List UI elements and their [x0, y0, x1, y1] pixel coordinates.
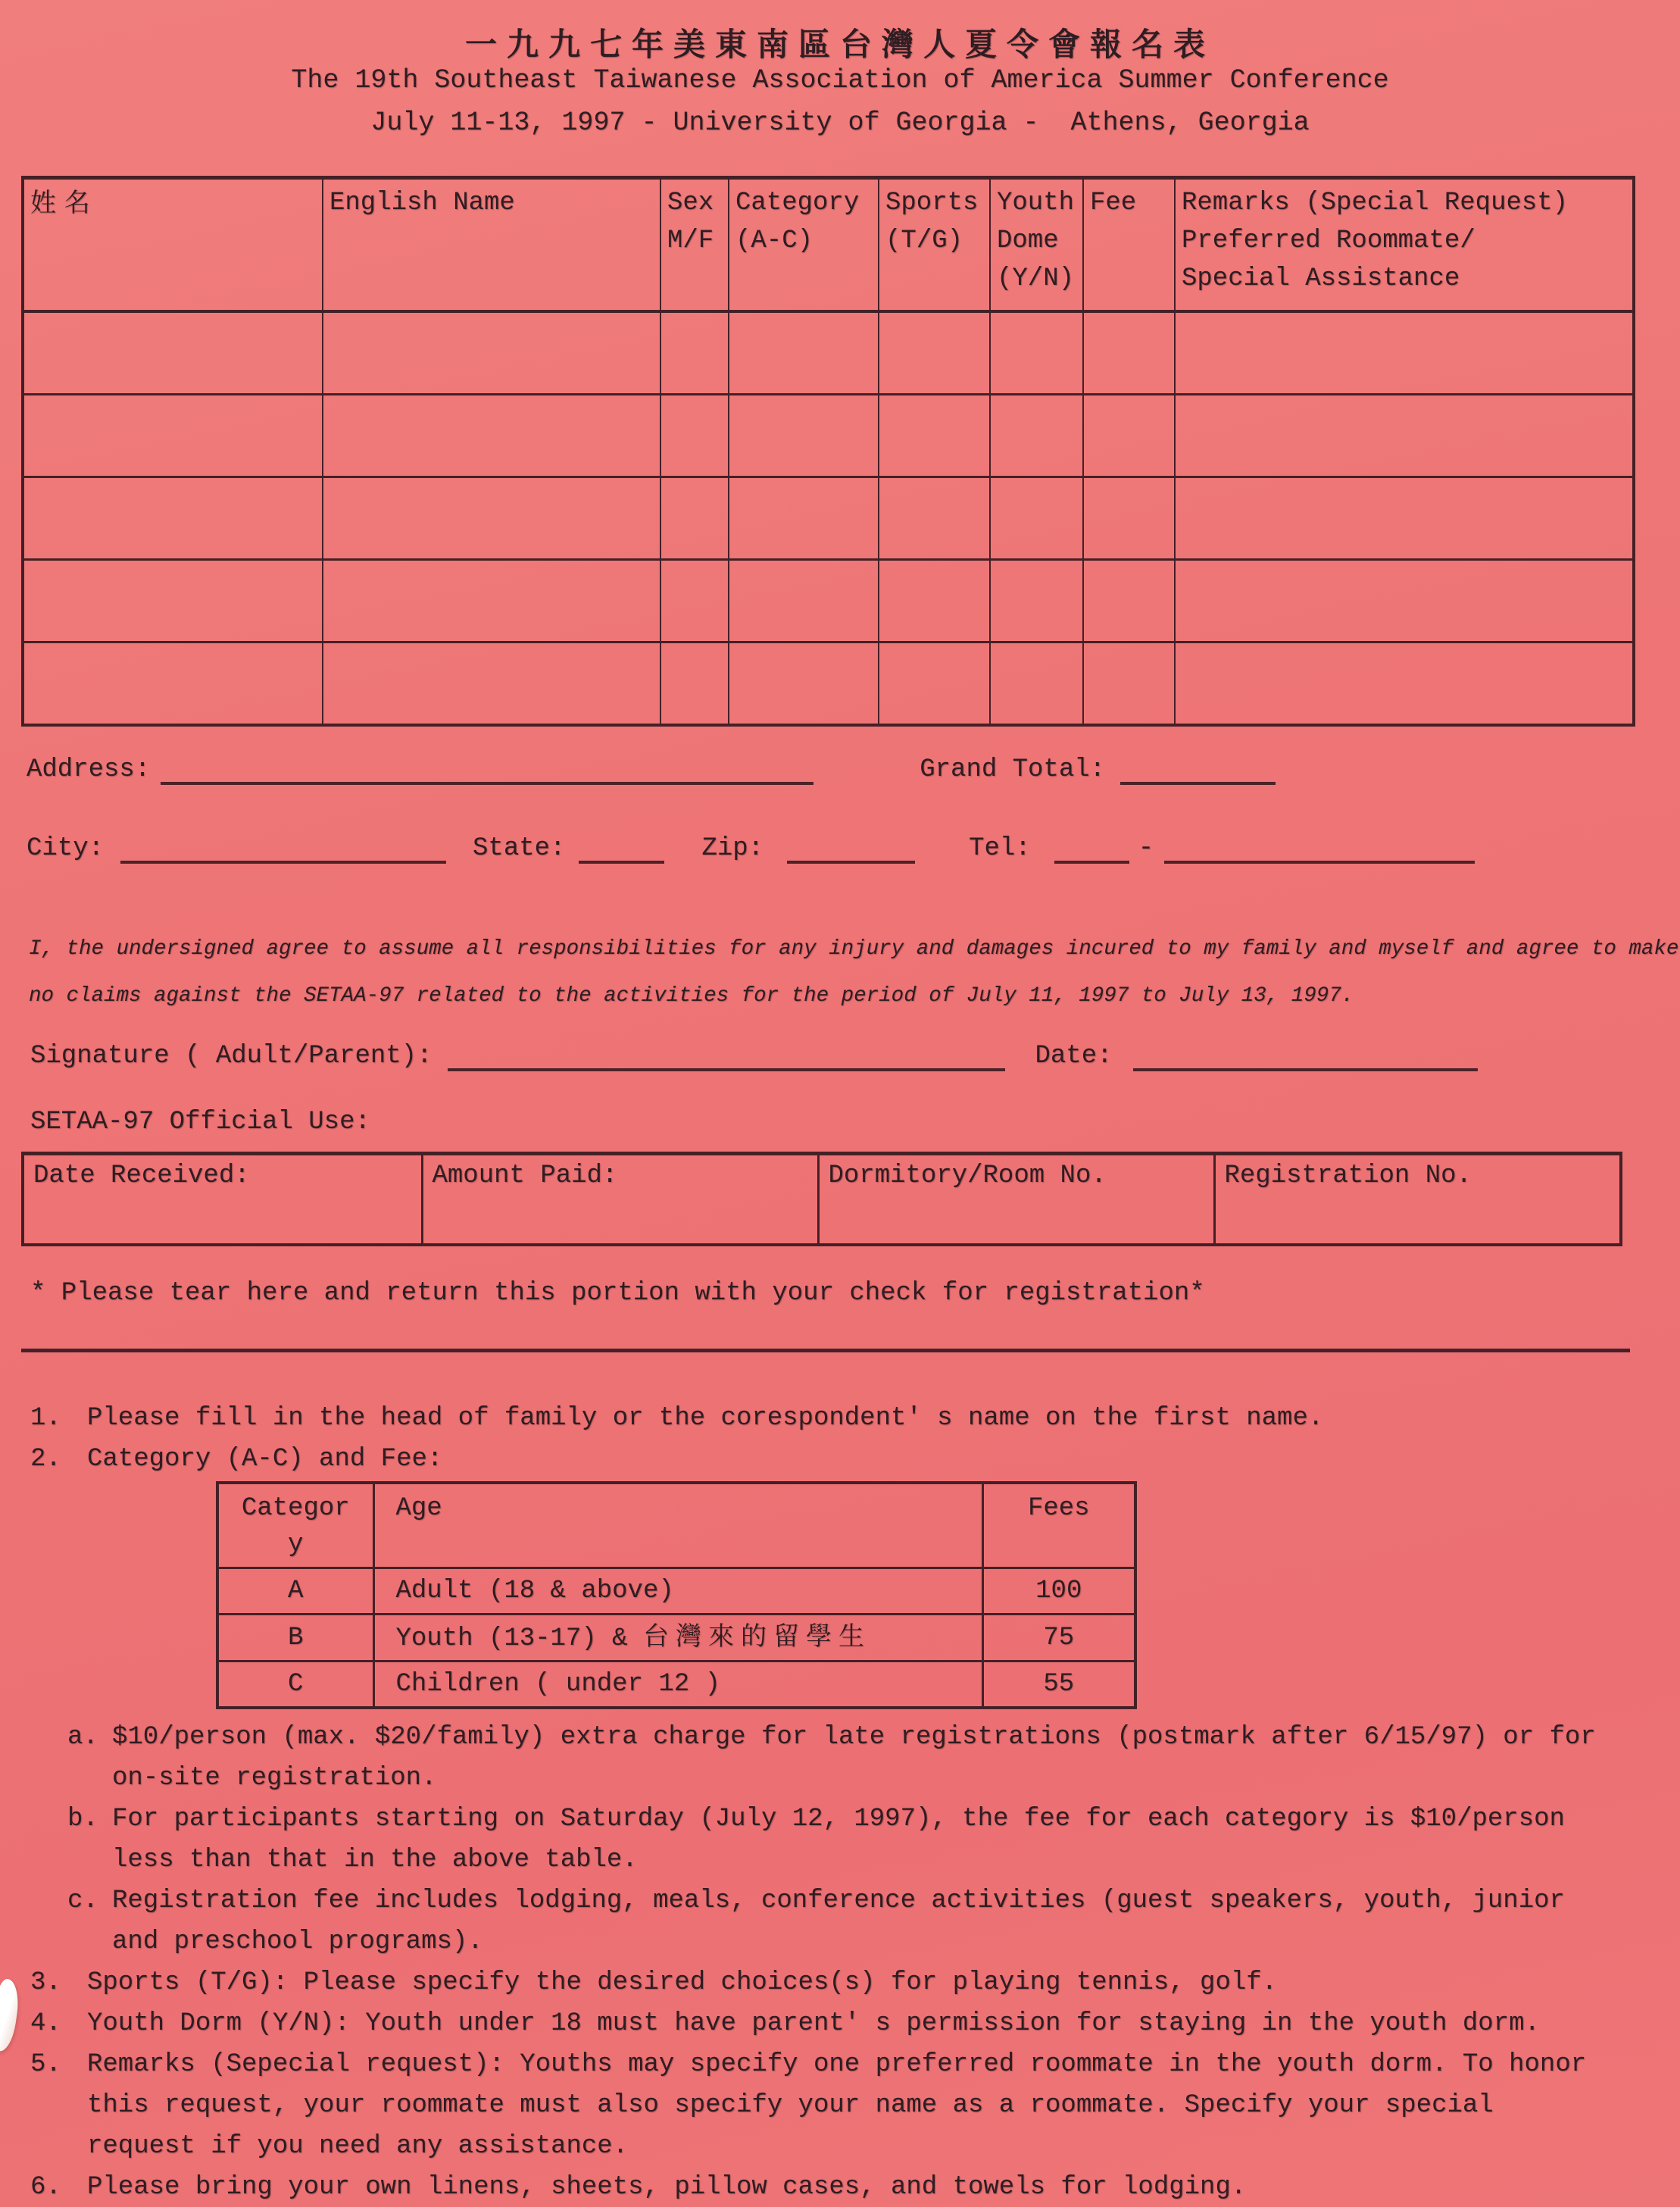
address-blank-field	[161, 776, 813, 785]
column-header-youth-dorm: Youth Dome (Y/N)	[990, 178, 1083, 312]
tel-number-blank-field	[1164, 855, 1475, 864]
signature-label: Signature ( Adult/Parent):	[30, 1042, 432, 1071]
tear-here-note: * Please tear here and return this portion with your check for registration*	[30, 1279, 1205, 1308]
page-subtitle-date-location: July 11-13, 1997 - University of Georgia - Athens, Georgia	[370, 108, 1310, 138]
empty-fill-in-cell	[990, 642, 1083, 726]
empty-fill-in-cell	[990, 395, 1083, 477]
signature-blank-field	[448, 1062, 1005, 1071]
registration-table-header-row	[23, 178, 1634, 312]
instructions-list	[30, 1398, 1659, 2207]
tel-area-code-blank-field	[1054, 855, 1129, 864]
date-label: Date:	[1035, 1042, 1113, 1071]
note-item-4: 4. Youth Dorm (Y/N): Youth under 18 must have parent' s permission for staying in the youth dorm.	[30, 2009, 1540, 2038]
dormitory-room-cell: Dormitory/Room No.	[818, 1154, 1214, 1246]
empty-fill-in-cell	[729, 560, 879, 642]
empty-fill-in-cell	[1083, 395, 1175, 477]
empty-fill-in-cell	[990, 477, 1083, 560]
empty-fill-in-cell	[660, 560, 729, 642]
empty-fill-in-cell	[1083, 477, 1175, 560]
page-title-chinese: 一九九七年美東南區台灣人夏令會報名表	[464, 26, 1215, 63]
city-label: City:	[27, 834, 105, 863]
fee-table-header-row	[217, 1483, 1135, 1568]
empty-fill-in-cell	[23, 477, 323, 560]
fee-header-category: Category	[217, 1483, 373, 1568]
empty-fill-in-cell	[1083, 642, 1175, 726]
youth-row-chinese-text: 台灣來的留學生	[642, 1621, 871, 1652]
liability-disclaimer	[29, 926, 1678, 1020]
empty-fill-in-cell	[879, 395, 990, 477]
city-blank-field	[120, 855, 446, 864]
city-state-zip-tel-line	[27, 833, 1475, 864]
empty-fill-in-cell	[323, 560, 660, 642]
empty-fill-in-cell	[23, 395, 323, 477]
tear-line-rule	[21, 1349, 1630, 1352]
note-item-2a-cont: on-site registration.	[112, 1764, 437, 1793]
empty-fill-in-cell	[879, 311, 990, 395]
grand-total-blank-field	[1120, 776, 1276, 785]
fee-row-youth: B Youth (13-17) & 台灣來的留學生 75	[217, 1615, 1135, 1662]
fee-header-fees: Fees	[982, 1483, 1135, 1568]
empty-fill-in-cell	[323, 642, 660, 726]
column-header-remarks: Remarks (Special Request) Preferred Roommate/ Special Assistance	[1175, 178, 1634, 312]
registration-empty-row	[23, 311, 1634, 395]
note-item-5: 5. Remarks (Sepecial request): Youths may specify one preferred roommate in the youth dorm. To honor	[30, 2050, 1587, 2079]
column-header-name-chinese: 姓 名	[23, 178, 323, 312]
note-item-2b-cont: less than that in the above table.	[112, 1846, 638, 1874]
empty-fill-in-cell	[879, 642, 990, 726]
empty-fill-in-cell	[660, 477, 729, 560]
address-label: Address:	[27, 755, 151, 784]
empty-fill-in-cell	[729, 477, 879, 560]
empty-fill-in-cell	[323, 311, 660, 395]
empty-fill-in-cell	[660, 395, 729, 477]
state-label: State:	[473, 834, 566, 863]
column-header-english-name: English Name	[323, 178, 660, 312]
signature-line	[30, 1041, 1478, 1071]
empty-fill-in-cell	[660, 642, 729, 726]
empty-fill-in-cell	[660, 311, 729, 395]
scan-artifact	[0, 1977, 22, 2052]
address-line	[27, 755, 1276, 785]
zip-blank-field	[787, 855, 915, 864]
note-item-6: 6. Please bring your own linens, sheets, pillow cases, and towels for lodging.	[30, 2173, 1247, 2202]
column-header-sports: Sports (T/G)	[879, 178, 990, 312]
empty-fill-in-cell	[323, 477, 660, 560]
date-received-cell: Date Received:	[23, 1154, 422, 1246]
empty-fill-in-cell	[1175, 642, 1634, 726]
empty-fill-in-cell	[323, 395, 660, 477]
page-title-english: The 19th Southeast Taiwanese Association of America Summer Conference	[291, 65, 1389, 95]
fee-row-adult: A Adult (18 & above) 100	[217, 1568, 1135, 1615]
note-item-3: 3. Sports (T/G): Please specify the desired choices(s) for playing tennis, golf.	[30, 1968, 1278, 1997]
disclaimer-line-2: no claims against the SETAA-97 related to the activities for the period of July 11, 1997 to July 13, 1997.	[29, 984, 1354, 1008]
official-use-table	[21, 1152, 1622, 1246]
empty-fill-in-cell	[23, 311, 323, 395]
column-header-fee: Fee	[1083, 178, 1175, 312]
empty-fill-in-cell	[23, 560, 323, 642]
zip-label: Zip:	[701, 834, 764, 863]
category-fee-table	[216, 1481, 1137, 1709]
empty-fill-in-cell	[990, 560, 1083, 642]
empty-fill-in-cell	[729, 642, 879, 726]
column-header-category: Category (A-C)	[729, 178, 879, 312]
empty-fill-in-cell	[879, 477, 990, 560]
note-item-2b: b. For participants starting on Saturday (July 12, 1997), the fee for each category is $10/person	[67, 1805, 1565, 1833]
date-blank-field	[1133, 1062, 1478, 1071]
empty-fill-in-cell	[1083, 311, 1175, 395]
note-item-5-cont-2: request if you need any assistance.	[87, 2132, 629, 2161]
note-item-2: 2. Category (A-C) and Fee:	[30, 1445, 443, 1474]
official-use-row	[23, 1154, 1621, 1246]
empty-fill-in-cell	[1175, 311, 1634, 395]
fee-row-children: C Children ( under 12 ) 55	[217, 1662, 1135, 1708]
registration-empty-row	[23, 642, 1634, 726]
registration-no-cell: Registration No.	[1214, 1154, 1621, 1246]
tel-dash-separator: -	[1138, 834, 1154, 863]
empty-fill-in-cell	[729, 395, 879, 477]
empty-fill-in-cell	[879, 560, 990, 642]
note-item-5-cont-1: this request, your roommate must also specify your name as a roommate. Specify your special	[87, 2091, 1494, 2120]
empty-fill-in-cell	[729, 311, 879, 395]
registration-empty-row	[23, 395, 1634, 477]
note-item-2c-cont: and preschool programs).	[112, 1927, 483, 1956]
column-header-sex: Sex M/F	[660, 178, 729, 312]
disclaimer-line-1: I, the undersigned agree to assume all responsibilities for any injury and damages incured to my family and myself and agree to make	[29, 937, 1679, 961]
empty-fill-in-cell	[990, 311, 1083, 395]
empty-fill-in-cell	[23, 642, 323, 726]
fee-header-age: Age	[373, 1483, 982, 1568]
registration-empty-row	[23, 477, 1634, 560]
registration-table	[21, 176, 1635, 727]
empty-fill-in-cell	[1175, 395, 1634, 477]
tel-label: Tel:	[969, 834, 1031, 863]
grand-total-label: Grand Total:	[920, 755, 1106, 784]
empty-fill-in-cell	[1175, 477, 1634, 560]
note-item-1: 1. Please fill in the head of family or the corespondent' s name on the first name.	[30, 1404, 1324, 1433]
empty-fill-in-cell	[1083, 560, 1175, 642]
amount-paid-cell: Amount Paid:	[422, 1154, 818, 1246]
empty-fill-in-cell	[1175, 560, 1634, 642]
registration-empty-row	[23, 560, 1634, 642]
state-blank-field	[579, 855, 664, 864]
note-item-2a: a. $10/person (max. $20/family) extra charge for late registrations (postmark after 6/15/97) or for	[67, 1723, 1596, 1752]
official-use-heading: SETAA-97 Official Use:	[30, 1108, 370, 1136]
note-item-2c: c. Registration fee includes lodging, meals, conference activities (guest speakers, youth, junior	[67, 1887, 1565, 1915]
